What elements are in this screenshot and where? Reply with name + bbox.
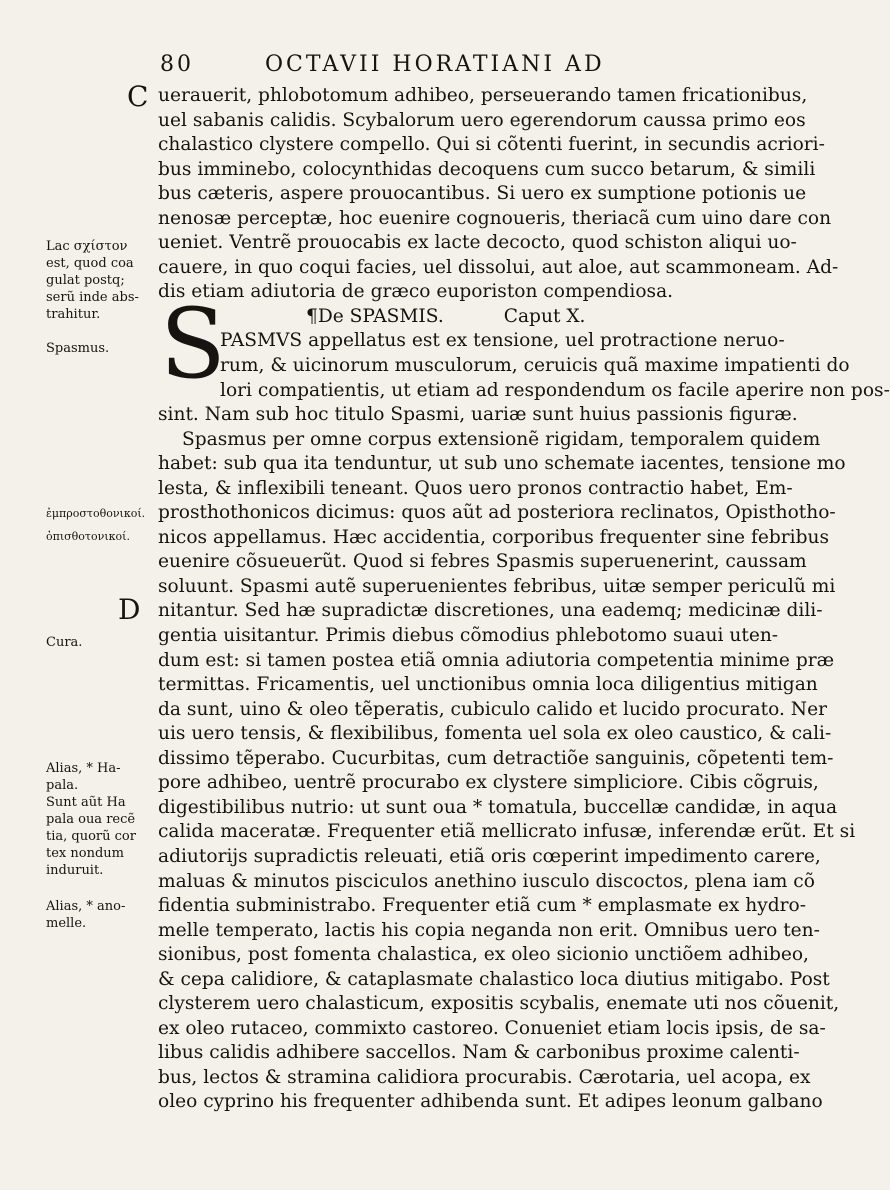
text-line: bus, lectos & stramina calidiora procurabis. Cærotaria, uel acopa, ex xyxy=(158,1066,811,1088)
text-line: termittas. Fricamentis, uel unctionibus omnia loca diligentius mitigan xyxy=(158,674,818,696)
text-line: calida maceratæ. Frequenter etiã mellicrato infusæ, inferendæ erũt. Et si xyxy=(158,821,856,843)
text-line: habet: sub qua ita tenduntur, ut sub uno schemate iacentes, tensione mo xyxy=(158,453,846,475)
text-line: soluunt. Spasmi autẽ superuenientes febribus, uitæ semper periculũ mi xyxy=(158,575,836,597)
text-line: rum, & uicinorum musculorum, ceruicis quã maxime impatienti do xyxy=(220,355,850,377)
section-letter-d: D xyxy=(118,593,141,626)
running-title: OCTAVII HORATIANI AD xyxy=(265,52,605,77)
margin-note-spasmus xyxy=(46,340,156,357)
margin-note-lac xyxy=(46,238,156,323)
text-line: chalastico clystere compello. Qui si cõtenti fuerint, in secundis acriori- xyxy=(158,134,825,156)
margin-line: induruit. xyxy=(46,863,104,878)
margin-line: ὀπισθοτονικοί. xyxy=(46,530,130,543)
text-line: prosthothonicos dicimus: quos aũt ad posteriora reclinatos, Opisthotho- xyxy=(158,502,836,524)
margin-line: Alias, * Ha- xyxy=(46,761,121,776)
text-line: adiutorijs supradictis releuati, etiã oris cœperint impedimento carere, xyxy=(158,845,821,867)
text-line: cauere, in quo coqui facies, uel dissolui, aut aloe, aut scammoneam. Ad- xyxy=(158,256,839,278)
page-header xyxy=(160,52,720,77)
text-line: & cepa calidiore, & cataplasmate chalastico loca diutius mitigabo. Post xyxy=(158,968,830,990)
margin-line: Cura. xyxy=(46,635,83,650)
text-line: nicos appellamus. Hæc accidentia, corporibus frequenter sine febribus xyxy=(158,526,829,548)
text-line: digestibilibus nutrio: ut sunt oua * tomatula, buccellæ candidæ, in aqua xyxy=(158,796,838,818)
margin-line: pala oua recẽ xyxy=(46,812,136,827)
margin-line: pala. xyxy=(46,778,79,793)
text-line: nitantur. Sed hæ supradictæ discretiones, una eademq; medicinæ dili- xyxy=(158,600,823,622)
paragraph-before-heading xyxy=(158,84,839,305)
margin-line: Spasmus. xyxy=(46,341,110,356)
text-line: dis etiam adiutoria de græco euporiston compendiosa. xyxy=(158,281,674,303)
text-line: nenosæ perceptæ, hoc euenire cognoueris, theriacã cum uino dare con xyxy=(158,207,832,229)
margin-line: Alias, * ano- xyxy=(46,899,126,914)
margin-line: serũ inde abs- xyxy=(46,290,139,305)
margin-note-opisthotonic xyxy=(46,528,156,545)
text-line: lori compatientis, ut etiam ad respondendum os facile aperire non pos- xyxy=(220,379,890,401)
text-line: sint. Nam sub hoc titulo Spasmi, uariæ sunt huius passionis figuræ. xyxy=(158,404,798,426)
text-line: maluas & minutos pisciculos anethino iusculo discoctos, plena iam cõ xyxy=(158,870,815,892)
page-number: 80 xyxy=(160,52,194,77)
text-line: lesta, & inflexibili teneant. Quos uero pronos contractio habet, Em- xyxy=(158,477,793,499)
text-line: uel sabanis calidis. Scybalorum uero egerendorum caussa primo eos xyxy=(158,109,806,131)
heading-chapter: Caput X. xyxy=(503,305,586,327)
text-line: melle temperato, lactis his copia neganda non erit. Omnibus uero ten- xyxy=(158,919,820,941)
text-line: dissimo tẽperabo. Cucurbitas, cum detractiõe sanguinis, cõpetenti tem- xyxy=(158,747,834,769)
text-line: uis uero tensis, & flexibilibus, fomenta uel sola ex oleo caustico, & cali- xyxy=(158,723,832,745)
margin-note-emprosthotonic xyxy=(46,505,156,522)
margin-line: ἐμπροστοθονικοί. xyxy=(46,507,146,520)
text-line: da sunt, uino & oleo tẽperatis, cubiculo calido et lucido procurato. Ner xyxy=(158,698,827,720)
margin-note-anomelle xyxy=(46,898,156,932)
margin-note-hapala xyxy=(46,760,156,879)
margin-note-cura xyxy=(46,634,156,651)
section-letter-c: C xyxy=(127,80,149,113)
text-line: clysterem uero chalasticum, expositis scybalis, enemate uti nos cõuenit, xyxy=(158,993,840,1015)
text-line: bus imminebo, colocynthidas decoquens cum succo betarum, & simili xyxy=(158,158,816,180)
margin-line: est, quod coa xyxy=(46,256,134,271)
drop-cap: S xyxy=(160,288,226,400)
margin-line: gulat postq; xyxy=(46,273,125,288)
text-line: PASMVS appellatus est ex tensione, uel protractione neruo- xyxy=(220,330,785,352)
text-line: euenire cõsueuerũt. Quod si febres Spasmis superuenerint, caussam xyxy=(158,551,807,573)
margin-line: tex nondum xyxy=(46,846,124,861)
margin-line: melle. xyxy=(46,916,87,931)
text-line: pore adhibeo, uentrẽ procurabo ex clystere simpliciore. Cibis cõgruis, xyxy=(158,772,819,794)
margin-line: Lac σχίστον xyxy=(46,239,128,254)
text-line: Spasmus per omne corpus extensionẽ rigidam, temporalem quidem xyxy=(182,428,821,450)
margin-line: tia, quorũ cor xyxy=(46,829,136,844)
margin-line: trahitur. xyxy=(46,307,101,322)
text-line: ex oleo rutaceo, commixto castoreo. Conueniet etiam locis ipsis, de sa- xyxy=(158,1017,826,1039)
heading-title: De SPASMIS. xyxy=(317,305,444,327)
text-line: ueniet. Ventrẽ prouocabis ex lacte decocto, quod schiston aliqui uo- xyxy=(158,232,797,254)
text-line: libus calidis adhibere saccellos. Nam & carbonibus proxime calenti- xyxy=(158,1042,800,1064)
text-line: gentia uisitantur. Primis diebus cõmodius phlebotomo suaui uten- xyxy=(158,625,779,647)
paragraph-spasmus xyxy=(158,329,890,1115)
text-line: sionibus, post fomenta chalastica, ex oleo sicionio unctiõem adhibeo, xyxy=(158,944,809,966)
text-line: bus cæteris, aspere prouocantibus. Si uero ex sumptione potionis ue xyxy=(158,183,807,205)
chapter-heading xyxy=(158,305,770,330)
pilcrow-icon: ¶ xyxy=(306,305,318,327)
main-text xyxy=(158,84,890,1115)
margin-line: Sunt aũt Ha xyxy=(46,795,126,810)
text-line: dum est: si tamen postea etiã omnia adiutoria competentia minime præ xyxy=(158,649,835,671)
text-line: oleo cyprino his frequenter adhibenda sunt. Et adipes leonum galbano xyxy=(158,1091,823,1113)
text-line: uerauerit, phlobotomum adhibeo, perseuerando tamen fricationibus, xyxy=(158,85,808,106)
text-line: fidentia subministrabo. Frequenter etiã cum * emplasmate ex hydro- xyxy=(158,895,807,917)
